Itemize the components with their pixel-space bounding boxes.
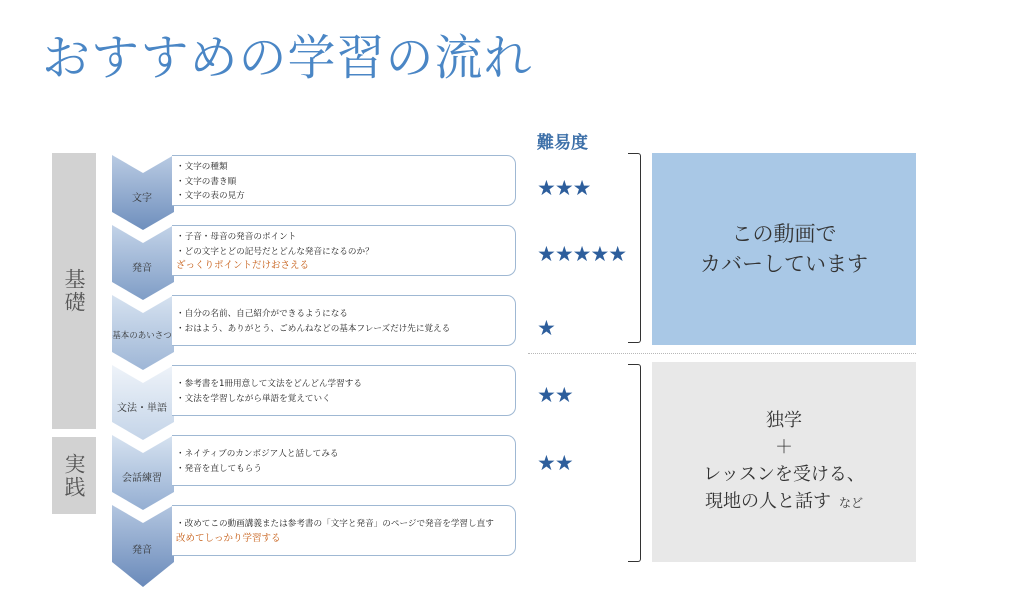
step-line: ・ネイティブのカンボジア人と話してみる [176, 449, 339, 459]
difficulty-stars-hatsuon: ★★★★★ [537, 242, 627, 266]
self-study-line3: レッスンを受ける、 [703, 464, 865, 485]
step-line: ・文法を学習しながら単語を覚えていく [176, 393, 331, 404]
step-line: ・文字の種類 [176, 162, 228, 172]
difficulty-stars-kaiwa: ★★ [537, 451, 573, 475]
step-label-kaiwa: 会話練習 [122, 473, 162, 484]
step-box-hatsuon [172, 225, 516, 276]
difficulty-stars-moji: ★★★ [537, 176, 591, 200]
step-line: ・文字の書き順 [176, 176, 237, 187]
self-study-line1: 独学 [766, 410, 802, 431]
section-divider [528, 353, 916, 354]
brace-self-study [628, 364, 641, 562]
difficulty-stars-aisatsu: ★ [537, 316, 555, 340]
step-highlight: 改めてしっかり学習する [176, 532, 281, 544]
step-label-hatsuon: 発音 [132, 263, 152, 274]
step-line: ・文字の表の見方 [176, 191, 245, 201]
covered-panel-line2: カバーしています [700, 252, 868, 276]
self-study-line4-row [705, 488, 863, 517]
step-line: ・自分の名前、自己紹介ができるようになる [176, 309, 348, 319]
flow-arrow-column [112, 155, 174, 589]
step-label-aisatsu: 基本のあいさつ [112, 331, 172, 341]
step-box-hatsuon-review [172, 505, 516, 556]
self-study-suffix: など [838, 496, 863, 510]
step-label-bunpo: 文法・単語 [117, 403, 167, 414]
step-box-kaiwa [172, 435, 516, 486]
page-title: おすすめの学習の流れ [42, 30, 533, 86]
step-box-bunpo [172, 365, 516, 416]
phase-bar-basics [52, 153, 96, 429]
step-line: ・改めてこの動画講義または参考書の「文字と発音」のページで発音を学習し直す [176, 519, 494, 529]
step-label-moji: 文字 [132, 193, 152, 204]
phase-label-basics: 基礎 [62, 268, 86, 314]
difficulty-heading: 難易度 [537, 133, 588, 153]
self-study-line4: 現地の人と話す [704, 491, 831, 512]
brace-covered [628, 153, 641, 343]
self-study-panel [652, 362, 916, 562]
step-line: ・発音を直してもらう [176, 463, 262, 474]
step-line: ・どの文字とどの記号だとどんな発音になるのか？ [176, 246, 374, 257]
self-study-plus: ＋ [775, 437, 793, 458]
step-highlight: ざっくりポイントだけおさえる [176, 260, 310, 271]
phase-label-practice: 実践 [62, 452, 86, 499]
covered-panel [652, 153, 916, 345]
step-label-hatsuon-review: 発音 [132, 545, 152, 556]
step-box-moji [172, 155, 516, 206]
step-box-aisatsu [172, 295, 516, 346]
step-line: ・子音・母音の発音のポイント [176, 232, 297, 242]
step-line: ・おはよう、ありがとう、ごめんねなどの基本フレーズだけ先に覚える [176, 323, 451, 334]
step-line: ・参考書を1冊用意して文法をどんどん学習する [176, 379, 362, 389]
difficulty-stars-bunpo: ★★ [537, 383, 573, 407]
phase-bar-practice [52, 437, 96, 514]
covered-panel-line1: この動画で [731, 222, 837, 246]
